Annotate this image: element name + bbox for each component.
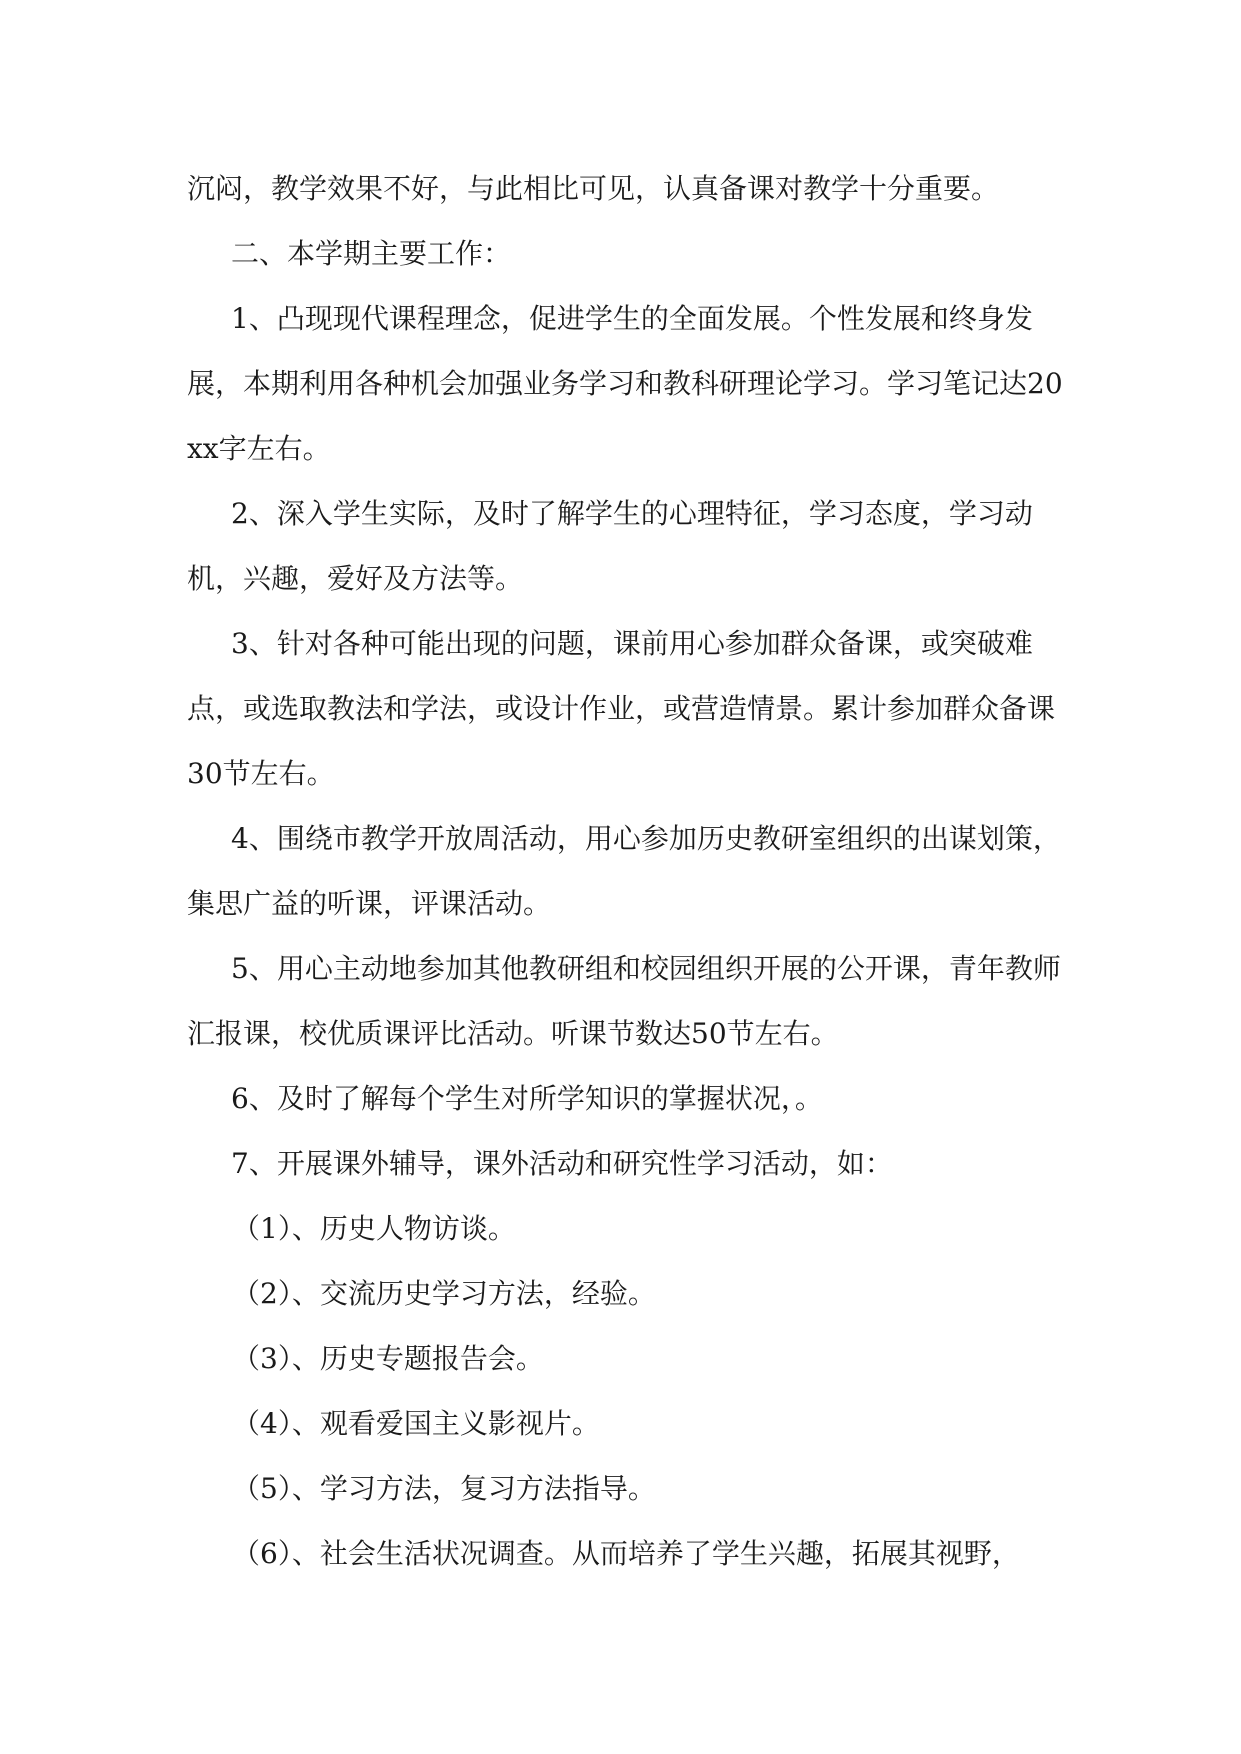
sub-item-3: （3）、历史专题报告会。 <box>232 1342 544 1375</box>
list-item-5: 5、用心主动地参加其他教研组和校园组织开展的公开课，青年教师汇报课，校优质课评比活动。听课节数达50节左右。 <box>187 952 1061 1050</box>
section-heading: 二、本学期主要工作： <box>231 237 512 270</box>
sub-item-5: （5）、学习方法，复习方法指导。 <box>232 1472 656 1505</box>
paragraph-continuation: 沉闷，教学效果不好，与此相比可见，认真备课对教学十分重要。 <box>187 172 1000 205</box>
sub-item-2: （2）、交流历史学习方法，经验。 <box>232 1277 656 1310</box>
sub-item-6: （6）、社会生活状况调查。从而培养了学生兴趣，拓展其视野， <box>232 1537 1020 1570</box>
list-item-6: 6、及时了解每个学生对所学知识的掌握状况，。 <box>231 1082 823 1115</box>
list-item-3: 3、针对各种可能出现的问题，课前用心参加群众备课，或突破难点，或选取教法和学法，或设计作业，或营造情景。累计参加群众备课30节左右。 <box>187 627 1056 790</box>
list-item-2: 2、深入学生实际，及时了解学生的心理特征，学习态度，学习动机，兴趣，爱好及方法等。 <box>187 497 1033 595</box>
sub-item-4: （4）、观看爱国主义影视片。 <box>232 1407 600 1440</box>
document-body <box>187 156 1067 1586</box>
list-item-7: 7、开展课外辅导，课外活动和研究性学习活动，如： <box>231 1147 893 1180</box>
list-item-1: 1、凸现现代课程理念，促进学生的全面发展。个性发展和终身发展，本期利用各种机会加强业务学习和教科研理论学习。学习笔记达20xx字左右。 <box>187 302 1063 465</box>
list-item-4: 4、围绕市教学开放周活动，用心参加历史教研室组织的出谋划策，集思广益的听课，评课活动。 <box>187 822 1061 920</box>
sub-item-1: （1）、历史人物访谈。 <box>232 1212 516 1245</box>
